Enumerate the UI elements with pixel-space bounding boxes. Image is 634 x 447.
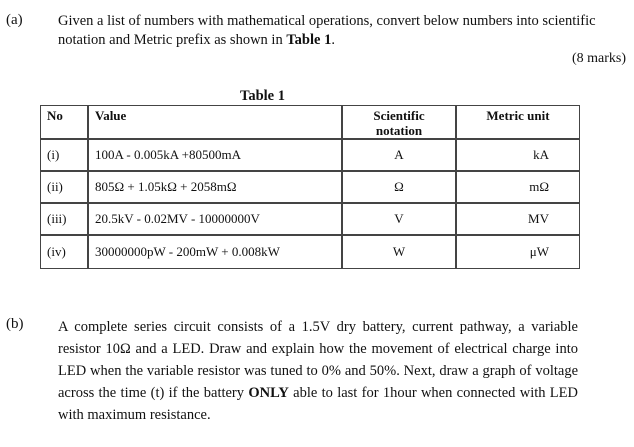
header-scientific: Scientific notation [342, 105, 456, 139]
cell-no: (iii) [40, 203, 88, 235]
table-row [40, 171, 580, 203]
header-no: No [40, 105, 88, 139]
cell-no: (iv) [40, 235, 88, 269]
cell-scientific: W [342, 235, 456, 269]
cell-metric: MV [456, 203, 580, 235]
header-metric: Metric unit [456, 105, 580, 139]
emphasis-only: ONLY [248, 385, 289, 401]
cell-value: 805Ω + 1.05kΩ + 2058mΩ [88, 171, 342, 203]
cell-scientific: Ω [342, 171, 456, 203]
cell-scientific: A [342, 139, 456, 171]
question-b-text-part2: able to last for 1hour when connected with LED with maximum resistance. [58, 385, 578, 423]
cell-value: 20.5kV - 0.02MV - 10000000V [88, 203, 342, 235]
question-a-text-after: . [331, 32, 335, 48]
cell-value: 30000000pW - 200mW + 0.008kW [88, 235, 342, 269]
table-row [40, 203, 580, 235]
table-title: Table 1 [240, 88, 285, 104]
table-reference: Table 1 [286, 32, 332, 48]
cell-scientific: V [342, 203, 456, 235]
cell-metric: μW [456, 235, 580, 269]
table-row [40, 139, 580, 171]
cell-value: 100A - 0.005kA +80500mA [88, 139, 342, 171]
cell-no: (ii) [40, 171, 88, 203]
header-value: Value [88, 105, 342, 139]
question-b-text-part1: A complete series circuit consists of a 1.5V dry battery, current pathway, a variable resistor 10Ω and a LED. Draw and explain how the movement of electrical charge into LED when the variable resistor was tuned to 0% and 50%. Next, draw a graph of voltage across the time (t) if the battery [58, 319, 578, 401]
question-a-text [58, 12, 618, 50]
marks-label: (8 marks) [571, 51, 626, 66]
table-header-row [40, 105, 580, 139]
question-b-text [58, 316, 578, 426]
cell-metric: kA [456, 139, 580, 171]
question-a-label: (a) [6, 12, 23, 28]
cell-metric: mΩ [456, 171, 580, 203]
question-b-label: (b) [6, 316, 24, 332]
table-row [40, 235, 580, 269]
cell-no: (i) [40, 139, 88, 171]
conversion-table [40, 105, 580, 269]
question-a-text-before: Given a list of numbers with mathematical operations, convert below numbers into scientific notation and Metric prefix as shown in [58, 13, 596, 48]
